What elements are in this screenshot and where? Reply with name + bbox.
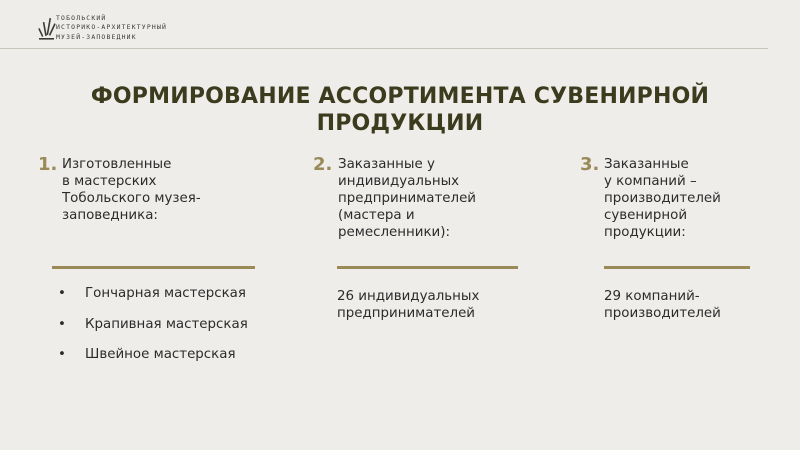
column-2-heading-line: (мастера и xyxy=(338,208,415,223)
column-1-heading-line: в мастерских xyxy=(62,174,157,189)
header-divider xyxy=(0,48,768,49)
column-2-heading-line: индивидуальных xyxy=(338,174,460,189)
column-1-number: 1. xyxy=(38,154,58,175)
column-1-heading xyxy=(62,156,201,224)
column-3-body-line: производителей xyxy=(604,306,721,321)
column-3-body-line: 29 компаний- xyxy=(604,289,700,304)
column-3-heading-line: производителей xyxy=(604,191,721,206)
museum-logo xyxy=(38,12,188,46)
column-2-number: 2. xyxy=(313,154,333,175)
column-2-divider xyxy=(337,266,518,269)
column-2-body-line: 26 индивидуальных xyxy=(337,289,480,304)
column-1-divider xyxy=(52,266,255,269)
column-3-number: 3. xyxy=(580,154,600,175)
column-2-body xyxy=(337,288,479,322)
list-item-text: Гончарная мастерская xyxy=(85,286,246,301)
logo-line-3: МУЗЕЙ-ЗАПОВЕДНИК xyxy=(56,32,137,41)
column-2-heading-line: ремесленники): xyxy=(338,225,450,240)
slide-title xyxy=(0,83,800,137)
column-2-heading xyxy=(338,156,476,241)
column-2-heading-line: предпринимателей xyxy=(338,191,477,206)
column-1-heading-line: заповедника: xyxy=(62,208,158,223)
column-3-body xyxy=(604,288,721,322)
slide-title-line-2: ПРОДУКЦИИ xyxy=(316,111,484,136)
list-item-text: Крапивная мастерская xyxy=(85,317,248,332)
museum-logo-mark-icon xyxy=(38,14,56,42)
column-3-heading xyxy=(604,156,721,241)
column-3-heading-line: Заказанные xyxy=(604,157,689,172)
column-3-heading-line: сувенирной xyxy=(604,208,688,223)
column-3-heading-line: продукции: xyxy=(604,225,686,240)
column-2-body-line: предпринимателей xyxy=(337,306,476,321)
column-1-heading-line: Изготовленные xyxy=(62,157,172,172)
logo-line-1: ТОБОЛЬСКИЙ xyxy=(56,14,107,22)
list-item-text: Швейное мастерская xyxy=(85,347,236,362)
logo-line-2: ИСТОРИКО-АРХИТЕКТУРНЫЙ xyxy=(56,23,168,32)
column-1-heading-line: Тобольского музея- xyxy=(62,191,201,206)
column-3-heading-line: у компаний – xyxy=(604,174,697,189)
column-2-heading-line: Заказанные у xyxy=(338,157,435,172)
slide-title-line-1: ФОРМИРОВАНИЕ АССОРТИМЕНТА СУВЕНИРНОЙ xyxy=(90,84,710,109)
museum-logo-text xyxy=(56,14,167,42)
column-3-divider xyxy=(604,266,750,269)
